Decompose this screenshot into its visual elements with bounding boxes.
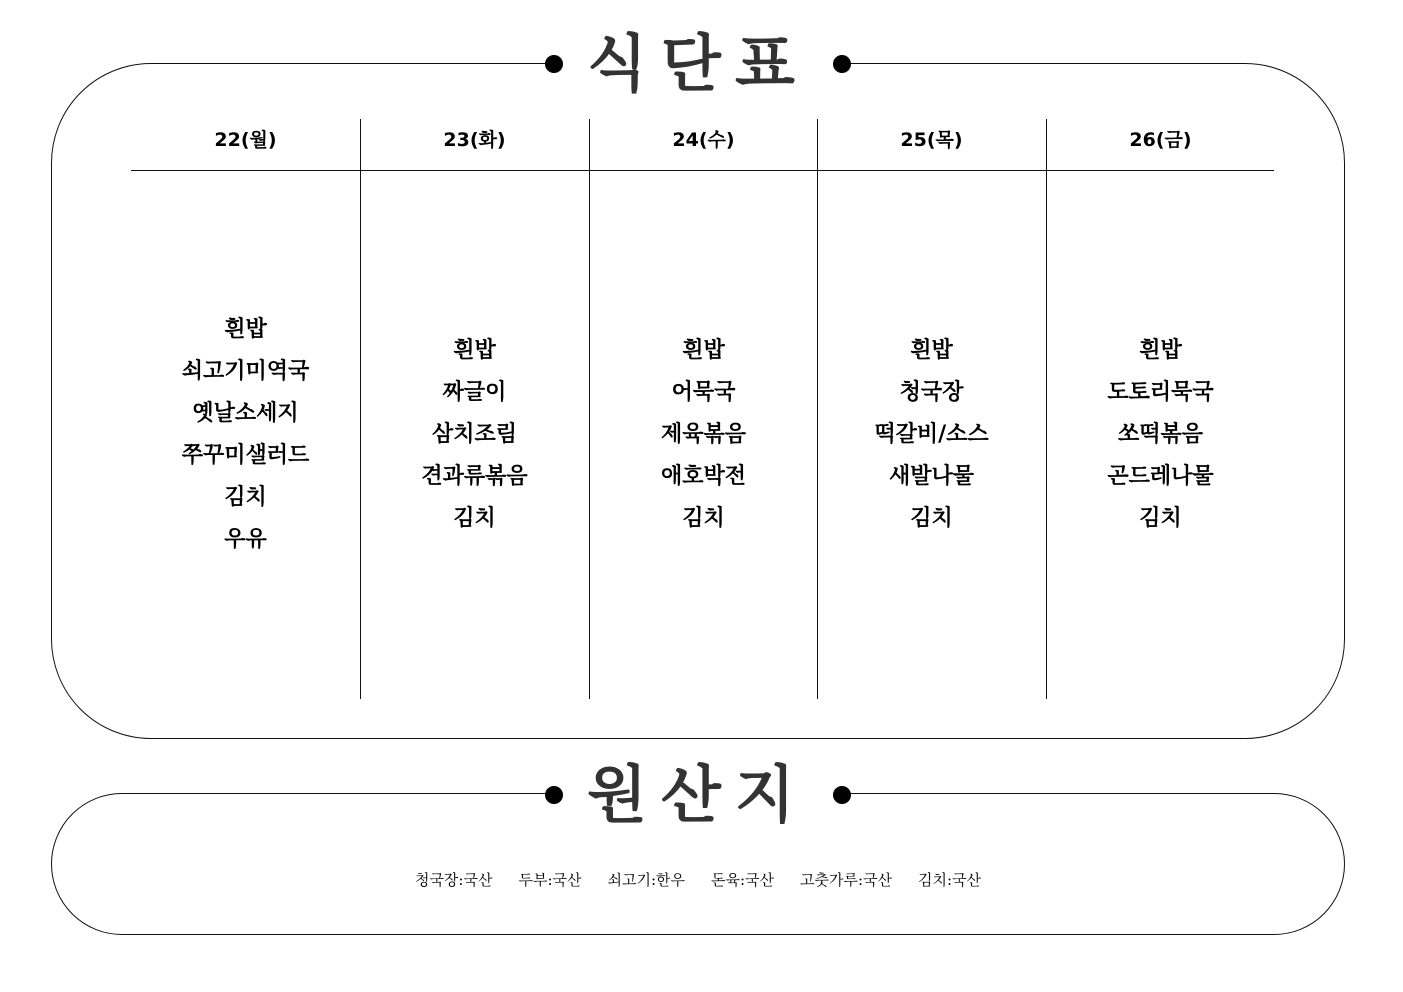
origin-item: 돈육:국산 [711, 870, 775, 889]
origin-item: 청국장:국산 [414, 870, 493, 889]
dish-list [817, 170, 1046, 699]
dish-item: 떡갈비/소스 [874, 421, 989, 447]
dish-list [131, 170, 360, 699]
day-column-thu [817, 119, 1046, 699]
dish-item: 곤드레나물 [1107, 463, 1214, 489]
day-header: 22(월) [214, 129, 277, 151]
dish-item: 쏘떡볶음 [1117, 421, 1203, 447]
origin-item: 고춧가루:국산 [800, 870, 893, 889]
day-header: 26(금) [1129, 129, 1192, 151]
day-header: 23(화) [443, 129, 506, 151]
dish-item: 흰밥 [453, 337, 496, 363]
title-dot-left-icon [545, 786, 563, 804]
dish-item: 김치 [910, 505, 953, 531]
origin-item: 두부:국산 [518, 870, 582, 889]
dish-item: 삼치조림 [431, 421, 517, 447]
dish-list [360, 170, 589, 699]
dish-item: 김치 [453, 505, 496, 531]
dish-item: 김치 [682, 505, 725, 531]
title-dot-right-icon [833, 786, 851, 804]
dish-item: 도토리묵국 [1107, 379, 1214, 405]
dish-item: 흰밥 [1139, 337, 1182, 363]
origin-title-bar [0, 755, 1403, 835]
dish-item: 청국장 [899, 379, 964, 405]
origin-list [51, 866, 1345, 892]
dish-item: 옛날소세지 [192, 400, 299, 426]
dish-item: 흰밥 [910, 337, 953, 363]
day-header: 24(수) [672, 129, 735, 151]
dish-item: 흰밥 [224, 316, 267, 342]
menu-title: 식단표 [587, 27, 809, 100]
day-column-tue [360, 119, 589, 699]
day-column-wed [589, 119, 818, 699]
dish-item: 김치 [1139, 505, 1182, 531]
origin-item: 김치:국산 [918, 870, 982, 889]
dish-item: 애호박전 [660, 463, 746, 489]
origin-title: 원산지 [587, 758, 809, 831]
dish-item: 우유 [224, 526, 267, 552]
day-header: 25(목) [900, 129, 963, 151]
dish-item: 쇠고기미역국 [181, 358, 310, 384]
dish-item: 김치 [224, 484, 267, 510]
dish-item: 짜글이 [442, 379, 507, 405]
dish-item: 쭈꾸미샐러드 [181, 442, 310, 468]
title-dot-left-icon [545, 55, 563, 73]
dish-item: 제육볶음 [660, 421, 746, 447]
dish-item: 어묵국 [671, 379, 736, 405]
day-column-mon [131, 119, 360, 699]
origin-item: 쇠고기:한우 [607, 870, 685, 889]
menu-title-bar [0, 24, 1403, 104]
dish-item: 새발나물 [888, 463, 974, 489]
dish-item: 흰밥 [682, 337, 725, 363]
dish-item: 견과류볶음 [421, 463, 528, 489]
title-dot-right-icon [833, 55, 851, 73]
dish-list [589, 170, 818, 699]
dish-list [1046, 170, 1275, 699]
day-column-fri [1046, 119, 1275, 699]
